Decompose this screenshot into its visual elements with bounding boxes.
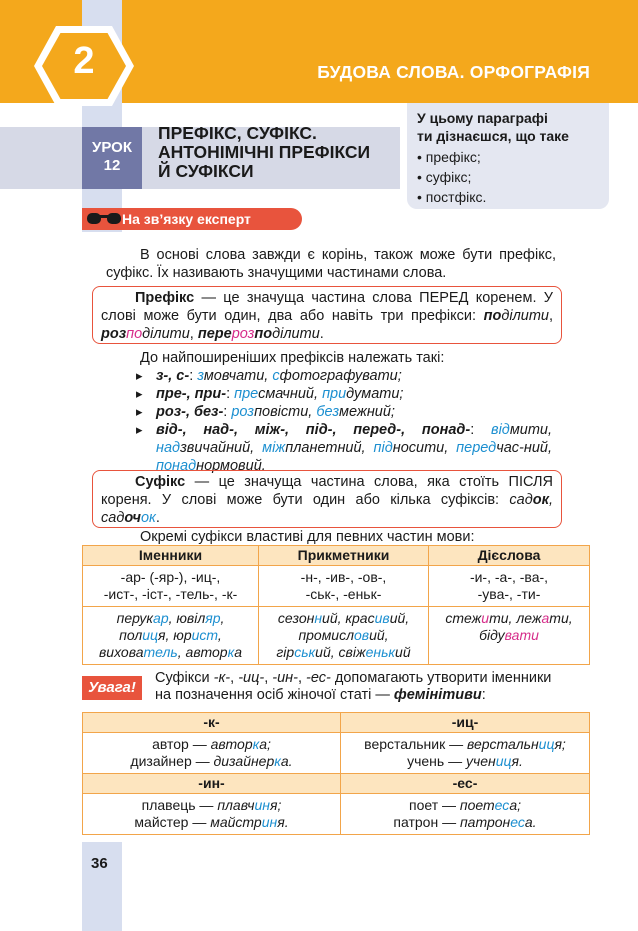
text-segment: ділити (272, 326, 320, 342)
text-segment: ар (153, 610, 169, 626)
text-segment: мити, (509, 422, 552, 438)
prefix-example (198, 326, 320, 342)
cell-line (87, 644, 254, 661)
text-segment: біду (479, 627, 505, 643)
cell-line: -ува-, -ти- (477, 586, 541, 602)
text-segment: сад (509, 492, 533, 508)
lesson-title-line: ПРЕФІКС, СУФІКС. (158, 123, 317, 143)
text-segment: ськ (294, 644, 316, 660)
table-cell (429, 566, 590, 607)
text-segment: я. (277, 814, 289, 830)
text-segment: тель (143, 644, 178, 660)
suffix-example (509, 492, 553, 508)
chapter-title: БУДОВА СЛОВА. ОРФОГРАФІЯ (317, 62, 590, 82)
table-header: -к- (83, 713, 341, 733)
objective-item: • префікс; (417, 149, 481, 165)
text-segment: від-, над-, між-, під-, перед-, понад- (156, 422, 471, 438)
text-segment: : (223, 404, 232, 420)
text-segment: вихова (99, 644, 144, 660)
text-segment: , (548, 492, 553, 508)
text-segment: иц (495, 753, 512, 769)
table-header: Прикметники (259, 546, 429, 566)
text-segment: планетний, (285, 440, 374, 456)
suffix-term: Суфікс (135, 474, 186, 490)
suffix-definition-text: — це значуща частина слова, яка стоїть ПІСЛЯ кореня. У слові може бути один або кілька суфіксів: (101, 474, 553, 508)
text-segment: я; (269, 797, 282, 813)
text-segment: майстр (210, 814, 262, 830)
text-segment: пре (234, 386, 259, 402)
text-segment: -к- (213, 670, 231, 686)
text-segment: смачний, (258, 386, 323, 402)
text-segment: яр (205, 610, 221, 626)
text-segment: : (189, 368, 198, 384)
text-segment: сезон (277, 610, 315, 626)
text-segment: а (541, 610, 550, 626)
text-segment: ин (261, 814, 278, 830)
table-header: -ес- (341, 774, 590, 794)
chapter-hexagon (34, 26, 134, 106)
text-segment: роз-, без- (156, 404, 224, 420)
text-segment: к (252, 736, 260, 752)
cell-line: -ар- (-яр-), -иц-, (120, 569, 221, 585)
text-segment: на позначення осіб жіночої статі — (155, 687, 394, 703)
objectives-heading-line: ти дізнаєшся, що таке (417, 128, 569, 144)
text-segment: між (262, 440, 286, 456)
cell-line (345, 814, 585, 831)
prefix-example (484, 308, 549, 324)
text-segment: фемінітиви (393, 687, 482, 703)
text-segment: роз (101, 326, 127, 342)
prefix-definition: Префікс — це значуща частина слова ПЕРЕД коренем. У слові може бути один, два або навіть три префікси: поділити, розподілити, перерозподілити. (101, 290, 553, 342)
text-segment: під (373, 440, 393, 456)
text-segment: майстер — (134, 814, 211, 830)
text-segment: : (470, 422, 491, 438)
objectives-box (407, 103, 609, 209)
text-segment: сад (101, 510, 125, 526)
text-segment: а; (259, 736, 271, 752)
text-segment: патрон — (393, 814, 460, 830)
text-segment: над (156, 440, 181, 456)
table-cell (259, 566, 429, 607)
text-segment: ок (532, 492, 549, 508)
text-segment: від (491, 422, 510, 438)
text-segment: ти, леж (489, 610, 542, 626)
text-segment: оч (124, 510, 141, 526)
text-segment: а. (524, 814, 537, 830)
table-header: -иц- (341, 713, 590, 733)
text-segment: поет (459, 797, 495, 813)
text-segment: а; (509, 797, 521, 813)
prefix-example (101, 326, 190, 342)
text-segment: автор (210, 736, 253, 752)
text-segment: и (481, 610, 490, 626)
text-segment: : (226, 386, 235, 402)
table-cell (341, 733, 590, 774)
expert-tab: На зв’язку експерт (82, 208, 302, 230)
text-segment: , (297, 670, 307, 686)
text-segment: ва (504, 627, 520, 643)
text-segment: роз (231, 326, 255, 342)
cell-line: -и-, -а-, -ва-, (469, 569, 549, 585)
text-segment: -иц- (238, 670, 265, 686)
intro-paragraph: В основі слова завжди є корінь, також може бути префікс, суфікс. Їх називають значущими частинами слова. (106, 247, 556, 281)
table-cell (83, 733, 341, 774)
text-segment: н (314, 610, 323, 626)
text-segment: перед (456, 440, 497, 456)
text-segment: з-, с- (156, 368, 190, 384)
text-segment: с (272, 368, 280, 384)
text-segment: я; (554, 736, 566, 752)
objective-item: • постфікс. (417, 189, 487, 205)
feminitive-table (82, 712, 590, 835)
text-segment: Суфікси (155, 670, 214, 686)
text-segment: ист (191, 627, 218, 643)
attention-text (155, 670, 597, 704)
text-segment: повісти, (254, 404, 317, 420)
text-segment: без (316, 404, 339, 420)
text-segment: к (227, 644, 235, 660)
cell-line (87, 736, 336, 753)
cell-line: -ист-, -іст-, -тель-, -к- (103, 586, 238, 602)
suffix-definition (101, 473, 553, 527)
text-segment: допомагають утворити іменники (330, 670, 552, 686)
text-segment: а (234, 644, 242, 660)
table-cell (259, 607, 429, 665)
text-segment: пере (197, 326, 232, 342)
prefix-list-item (134, 403, 552, 421)
text-segment: еньк (365, 644, 396, 660)
text-segment: роз (231, 404, 255, 420)
cell-line (87, 627, 254, 644)
text-segment: : (481, 687, 486, 703)
prefix-term: Префікс (135, 290, 195, 306)
text-segment: ес (494, 797, 510, 813)
prefix-definition-text: — це значуща частина слова ПЕРЕД коренем. У слові може бути один, два або навіть три префікси: (101, 290, 553, 324)
text-segment: иц (142, 627, 159, 643)
cell-line (87, 753, 336, 770)
text-segment: плавч (217, 797, 255, 813)
prefix-list (134, 367, 552, 475)
text-segment: -ин- (272, 670, 298, 686)
objectives-heading (417, 109, 599, 145)
glasses-icon (86, 211, 122, 227)
text-segment: носити, (392, 440, 457, 456)
text-segment: перук (116, 610, 154, 626)
text-segment: ти, (549, 610, 573, 626)
attention-line (155, 670, 597, 687)
text-segment: ий, свіж (315, 644, 366, 660)
suffix-table (82, 545, 590, 665)
text-segment: , (220, 610, 225, 626)
text-segment: звичайний, (180, 440, 263, 456)
table-header: -ин- (83, 774, 341, 794)
text-segment: я, юр (158, 627, 192, 643)
cell-line: -ськ-, -еньк- (305, 586, 382, 602)
prefix-list-item (134, 421, 552, 475)
chapter-number: 2 (73, 40, 95, 82)
text-segment: при (322, 386, 347, 402)
text-segment: учень — (407, 753, 466, 769)
objectives-heading-line: У цьому параграфі (417, 110, 548, 126)
text-segment: , (264, 670, 273, 686)
text-segment: к (274, 753, 281, 769)
text-segment: ділити (142, 326, 190, 342)
text-segment: пре-, при- (156, 386, 227, 402)
text-segment: по (254, 326, 273, 342)
suffix-definition-box (92, 470, 562, 528)
text-segment: межний; (339, 404, 395, 420)
text-segment: ти (519, 627, 539, 643)
lesson-number: 12 (103, 157, 121, 174)
text-segment: по (126, 326, 143, 342)
cell-line (87, 610, 254, 627)
lesson-word: УРОК (92, 139, 132, 156)
cell-line (345, 753, 585, 770)
lesson-title (158, 124, 370, 181)
cell-line (345, 797, 585, 814)
text-segment: думати; (346, 386, 404, 402)
text-segment: ий (395, 644, 411, 660)
text-segment: , (217, 627, 222, 643)
text-segment: ий, (389, 610, 410, 626)
prefix-definition-box (92, 286, 562, 344)
table-header: Дієслова (429, 546, 590, 566)
text-segment: автор — (152, 736, 211, 752)
text-segment: стеж (445, 610, 482, 626)
cell-line (87, 814, 336, 831)
suffix-example (101, 510, 160, 526)
text-segment: понад (156, 458, 197, 474)
cell-line (263, 627, 424, 644)
text-segment: дизайнер — (130, 753, 214, 769)
text-segment: ий, (369, 627, 389, 643)
text-segment: час-ний, (496, 440, 552, 456)
text-segment: фотографувати; (279, 368, 402, 384)
cell-line (433, 627, 585, 644)
prefix-list-item (134, 367, 552, 385)
cell-line (263, 644, 424, 661)
page-number: 36 (91, 855, 108, 872)
text-segment: ов (354, 627, 370, 643)
text-segment: пол (119, 627, 143, 643)
text-segment: ес (510, 814, 525, 830)
text-segment: верстальник — (364, 736, 467, 752)
text-segment: а. (280, 753, 293, 769)
text-segment: ок (140, 510, 156, 526)
lesson-label (82, 127, 142, 189)
table-header: Іменники (83, 546, 259, 566)
table-cell (429, 607, 590, 665)
attention-line (155, 687, 597, 704)
text-segment: гір (276, 644, 295, 660)
table-cell (83, 607, 259, 665)
cell-line (345, 736, 585, 753)
text-segment: промисл (298, 627, 354, 643)
text-segment: , ювіл (168, 610, 206, 626)
common-prefixes-intro: До найпоширеніших префіксів належать такі: (140, 350, 445, 366)
prefix-list-item (134, 385, 552, 403)
text-segment: я. (511, 753, 523, 769)
table-cell (83, 794, 341, 835)
cell-line: -н-, -ив-, -ов-, (300, 569, 387, 585)
text-segment: ий, крас (322, 610, 375, 626)
text-segment: з (197, 368, 204, 384)
text-segment: ив (374, 610, 390, 626)
objective-item: • суфікс; (417, 169, 472, 185)
text-segment: ин (254, 797, 270, 813)
lesson-title-line: АНТОНІМІЧНІ ПРЕФІКСИ (158, 142, 371, 162)
text-segment: иц (538, 736, 555, 752)
text-segment: -ес- (306, 670, 331, 686)
text-segment: патрон (459, 814, 511, 830)
text-segment: учен (465, 753, 496, 769)
text-segment: плавець — (141, 797, 218, 813)
text-segment: дизайнер (213, 753, 275, 769)
text-segment: , (230, 670, 239, 686)
attention-label: Увага! (82, 676, 142, 700)
text-segment: ділити (501, 308, 549, 324)
table-cell (341, 794, 590, 835)
table-cell (83, 566, 259, 607)
lesson-title-line: Й СУФІКСИ (158, 161, 254, 181)
cell-line (87, 797, 336, 814)
text-segment: верстальн (466, 736, 539, 752)
text-segment: . (155, 510, 160, 526)
text-segment: мовчати, (203, 368, 273, 384)
text-segment: поет — (409, 797, 460, 813)
suffix-intro: Окремі суфікси властиві для певних частин мови: (140, 529, 475, 545)
cell-line (263, 610, 424, 627)
text-segment: , автор (177, 644, 228, 660)
text-segment: нормовий. (196, 458, 266, 474)
text-segment: по (483, 308, 502, 324)
cell-line (433, 610, 585, 627)
